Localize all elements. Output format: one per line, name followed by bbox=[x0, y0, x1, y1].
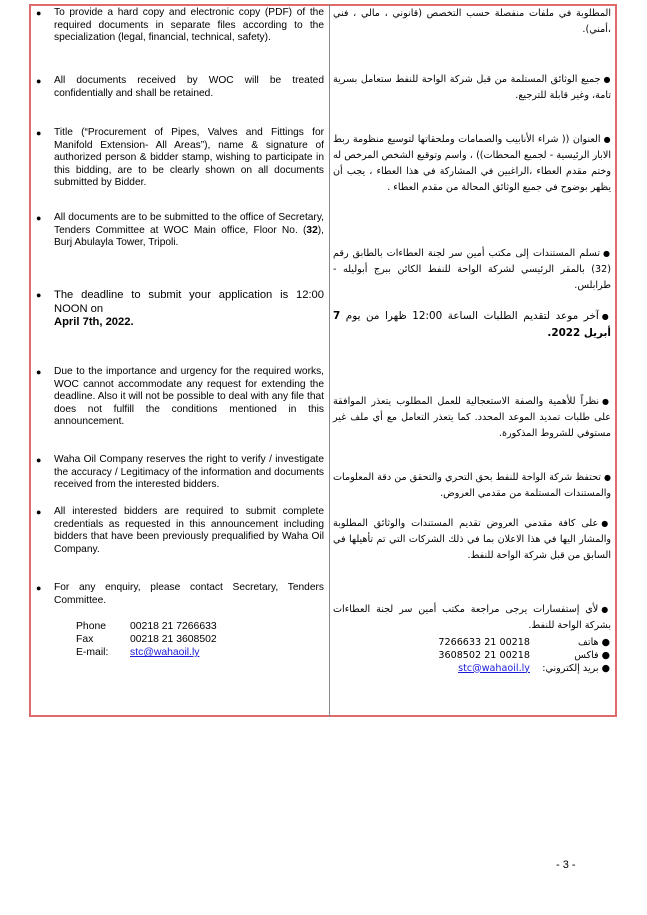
ar-phone-label-text: هاتف bbox=[577, 637, 599, 648]
en-contact-block bbox=[76, 620, 316, 659]
ar-fax-row bbox=[420, 650, 610, 663]
deadline-text: The deadline to submit your application is 12:00 NOON on bbox=[54, 289, 324, 315]
ar-email-label-text: بريد إلكتروني: bbox=[542, 662, 599, 674]
ar-item-text: تحتفظ شركة الواحة للنفط بحق التحري والتحقق من دقة المعلومات والمستندات المستلمة من مقدمي العروض. bbox=[333, 472, 611, 499]
bullet-icon: ● bbox=[602, 397, 611, 406]
en-item-text-part: ), Burj Abulayla Tower, Tripoli. bbox=[54, 224, 324, 249]
ar-fax-label-text: فاكس bbox=[574, 649, 599, 661]
bullet-icon: ● bbox=[36, 583, 42, 593]
en-phone-row bbox=[76, 620, 316, 633]
bullet-icon: ● bbox=[601, 519, 612, 528]
en-item-text: Waha Oil Company reserves the right to verify / investigate the accuracy / Legitimacy of the information and documents received from the interested bidders. bbox=[54, 454, 324, 491]
ar-item-no-extension bbox=[333, 394, 611, 442]
en-item-text bbox=[54, 289, 324, 330]
ar-phone-label: ● هاتف bbox=[577, 637, 610, 648]
ar-item-confidential bbox=[333, 72, 611, 104]
ar-item-text: على كافة مقدمي العروض تقديم المستندات والوثائق المطلوبة والمشار اليها في هذا الاعلان بما في ذلك الشركات التي تم تأهيلها في السابق من قبل شركة الواحة للنفط. bbox=[333, 518, 611, 561]
en-item-text: All documents received by WOC will be treated confidentially and shall be retained. bbox=[54, 75, 324, 99]
en-item-credentials bbox=[36, 506, 324, 556]
phone-label: Phone bbox=[76, 621, 107, 632]
en-item-text bbox=[54, 212, 324, 250]
ar-email-label: ● بريد إلكتروني: bbox=[542, 662, 610, 674]
ar-item-text: نظراً للأهمية والصفة الاستعجالية للعمل المطلوب يتعذر الموافقة على طلبات تمديد الموعد المحدد. كما يتعذر التعامل مع أي ملف غير مستوفي للشروط المذكورة. bbox=[333, 396, 611, 439]
bullet-icon: ● bbox=[36, 367, 42, 377]
ar-phone-number: 00218 21 7266633 bbox=[438, 637, 530, 648]
ar-deadline-text: آخر موعد لتقديم الطلبات الساعة 12:00 ظهرا من يوم bbox=[345, 310, 599, 322]
ar-item-text: تسلم المستندات إلى مكتب أمين سر لجنة العطاءات بالطابق رقم (32) بالمقر الرئيسي لشركة الواحة للنفط الكائن ببرج أبوليله - طرابلس. bbox=[333, 248, 611, 291]
ar-email-link[interactable]: stc@wahaoil.ly bbox=[458, 662, 530, 674]
bullet-icon: ● bbox=[36, 507, 42, 517]
column-divider bbox=[329, 4, 330, 717]
en-item-enquiry bbox=[36, 582, 324, 607]
fax-number: 00218 21 3608502 bbox=[130, 634, 217, 645]
ar-email-row bbox=[420, 663, 610, 676]
ar-item-title bbox=[333, 132, 611, 196]
en-item-text-part: All documents are to be submitted to the office of Secretary, Tenders Committee at WOC Main office, Floor No. ( bbox=[54, 212, 324, 236]
bullet-icon: ● bbox=[601, 605, 612, 614]
ar-item-submission-office bbox=[333, 246, 611, 294]
deadline-date: April 7th, 2022. bbox=[54, 316, 134, 328]
ar-item-credentials bbox=[333, 516, 611, 564]
bullet-icon: ● bbox=[603, 135, 611, 144]
en-item-text: All interested bidders are required to submit complete credentials as requested in this announcement including bidders that have been previously prequalified by Waha Oil Company. bbox=[54, 506, 324, 555]
bullet-icon: ● bbox=[36, 128, 42, 138]
bullet-icon: ● bbox=[36, 8, 42, 18]
email-link[interactable]: stc@wahaoil.ly bbox=[130, 647, 200, 658]
en-item-text: For any enquiry, please contact Secretary, Tenders Committee. bbox=[54, 582, 324, 606]
en-item-verification bbox=[36, 454, 324, 492]
ar-item-enquiry bbox=[333, 602, 611, 634]
email-label: E-mail: bbox=[76, 647, 109, 658]
en-item-text: Title (“Procurement of Pipes, Valves and Fittings for Manifold Extension- All Areas”), name & signature of authorized person & bidder stamp, wishing to participate in this bidding, are to be clearly shown on all documents submitted by Bidder. bbox=[54, 127, 324, 189]
ar-phone-row bbox=[420, 637, 610, 650]
en-item-submission-office bbox=[36, 212, 324, 250]
ar-item-text: المطلوبة في ملفات منفصلة حسب التخصص (قانوني ، مالي ، فني ،أمني). bbox=[333, 8, 611, 35]
bullet-icon: ● bbox=[603, 249, 611, 258]
ar-item-verification bbox=[333, 470, 611, 502]
page-number: - 3 - bbox=[556, 859, 576, 871]
floor-number: 32 bbox=[306, 224, 318, 236]
ar-item-text: جميع الوثائق المستلمة من قبل شركة الواحة للنفط ستعامل بسرية تامة، وغير قابلة للترجيع. bbox=[333, 74, 611, 101]
en-email-row bbox=[76, 646, 316, 659]
en-fax-row bbox=[76, 633, 316, 646]
ar-item-copies bbox=[333, 6, 611, 38]
en-item-text: Due to the importance and urgency for the required works, WOC cannot accommodate any request for extending the deadline. Also it will not be possible to deal with any file that does not fulfill the conditions mentioned in this announcement. bbox=[54, 366, 324, 428]
bullet-icon: ● bbox=[36, 455, 42, 465]
en-item-deadline bbox=[36, 289, 324, 330]
bullet-icon: ● bbox=[601, 312, 611, 321]
en-item-text: To provide a hard copy and electronic copy (PDF) of the required documents in separate files according to the specialization (legal, financial, technical, safety). bbox=[54, 7, 324, 44]
bullet-icon: ● bbox=[603, 473, 611, 482]
fax-label: Fax bbox=[76, 634, 94, 645]
ar-deadline-date: 7 أبريل 2022. bbox=[333, 310, 611, 339]
ar-item-text: لأي إستفسارات يرجى مراجعة مكتب أمين سر لجنة العطاءات بشركة الواحة للنفط. bbox=[333, 604, 611, 631]
en-item-copies bbox=[36, 7, 324, 45]
bullet-icon: ● bbox=[36, 213, 42, 223]
ar-contact-block bbox=[420, 637, 610, 675]
ar-fax-label: ● فاكس bbox=[574, 649, 610, 661]
ar-item-text: العنوان (( شراء الأنابيب والصمامات وملحقاتها لتوسيع منظومة ربط الابار الرئيسية - لجميع المحطات)) ، واسم وتوقيع الشخص المرخص له وختم مقدم العطاء ،الراغبين في المشاركة في هذا العطاء ، يجب أن يظهر بوضوح في جميع الوثائق المحالة من مقدم العطاء . bbox=[333, 134, 611, 193]
phone-number: 00218 21 7266633 bbox=[130, 621, 217, 632]
ar-item-deadline bbox=[333, 308, 611, 341]
ar-fax-number: 00218 21 3608502 bbox=[438, 649, 530, 661]
bullet-icon: ● bbox=[36, 76, 42, 86]
bullet-icon: ● bbox=[603, 75, 611, 84]
en-item-title bbox=[36, 127, 324, 190]
en-item-confidential bbox=[36, 75, 324, 100]
en-item-no-extension bbox=[36, 366, 324, 429]
bullet-icon: ● bbox=[36, 290, 42, 300]
